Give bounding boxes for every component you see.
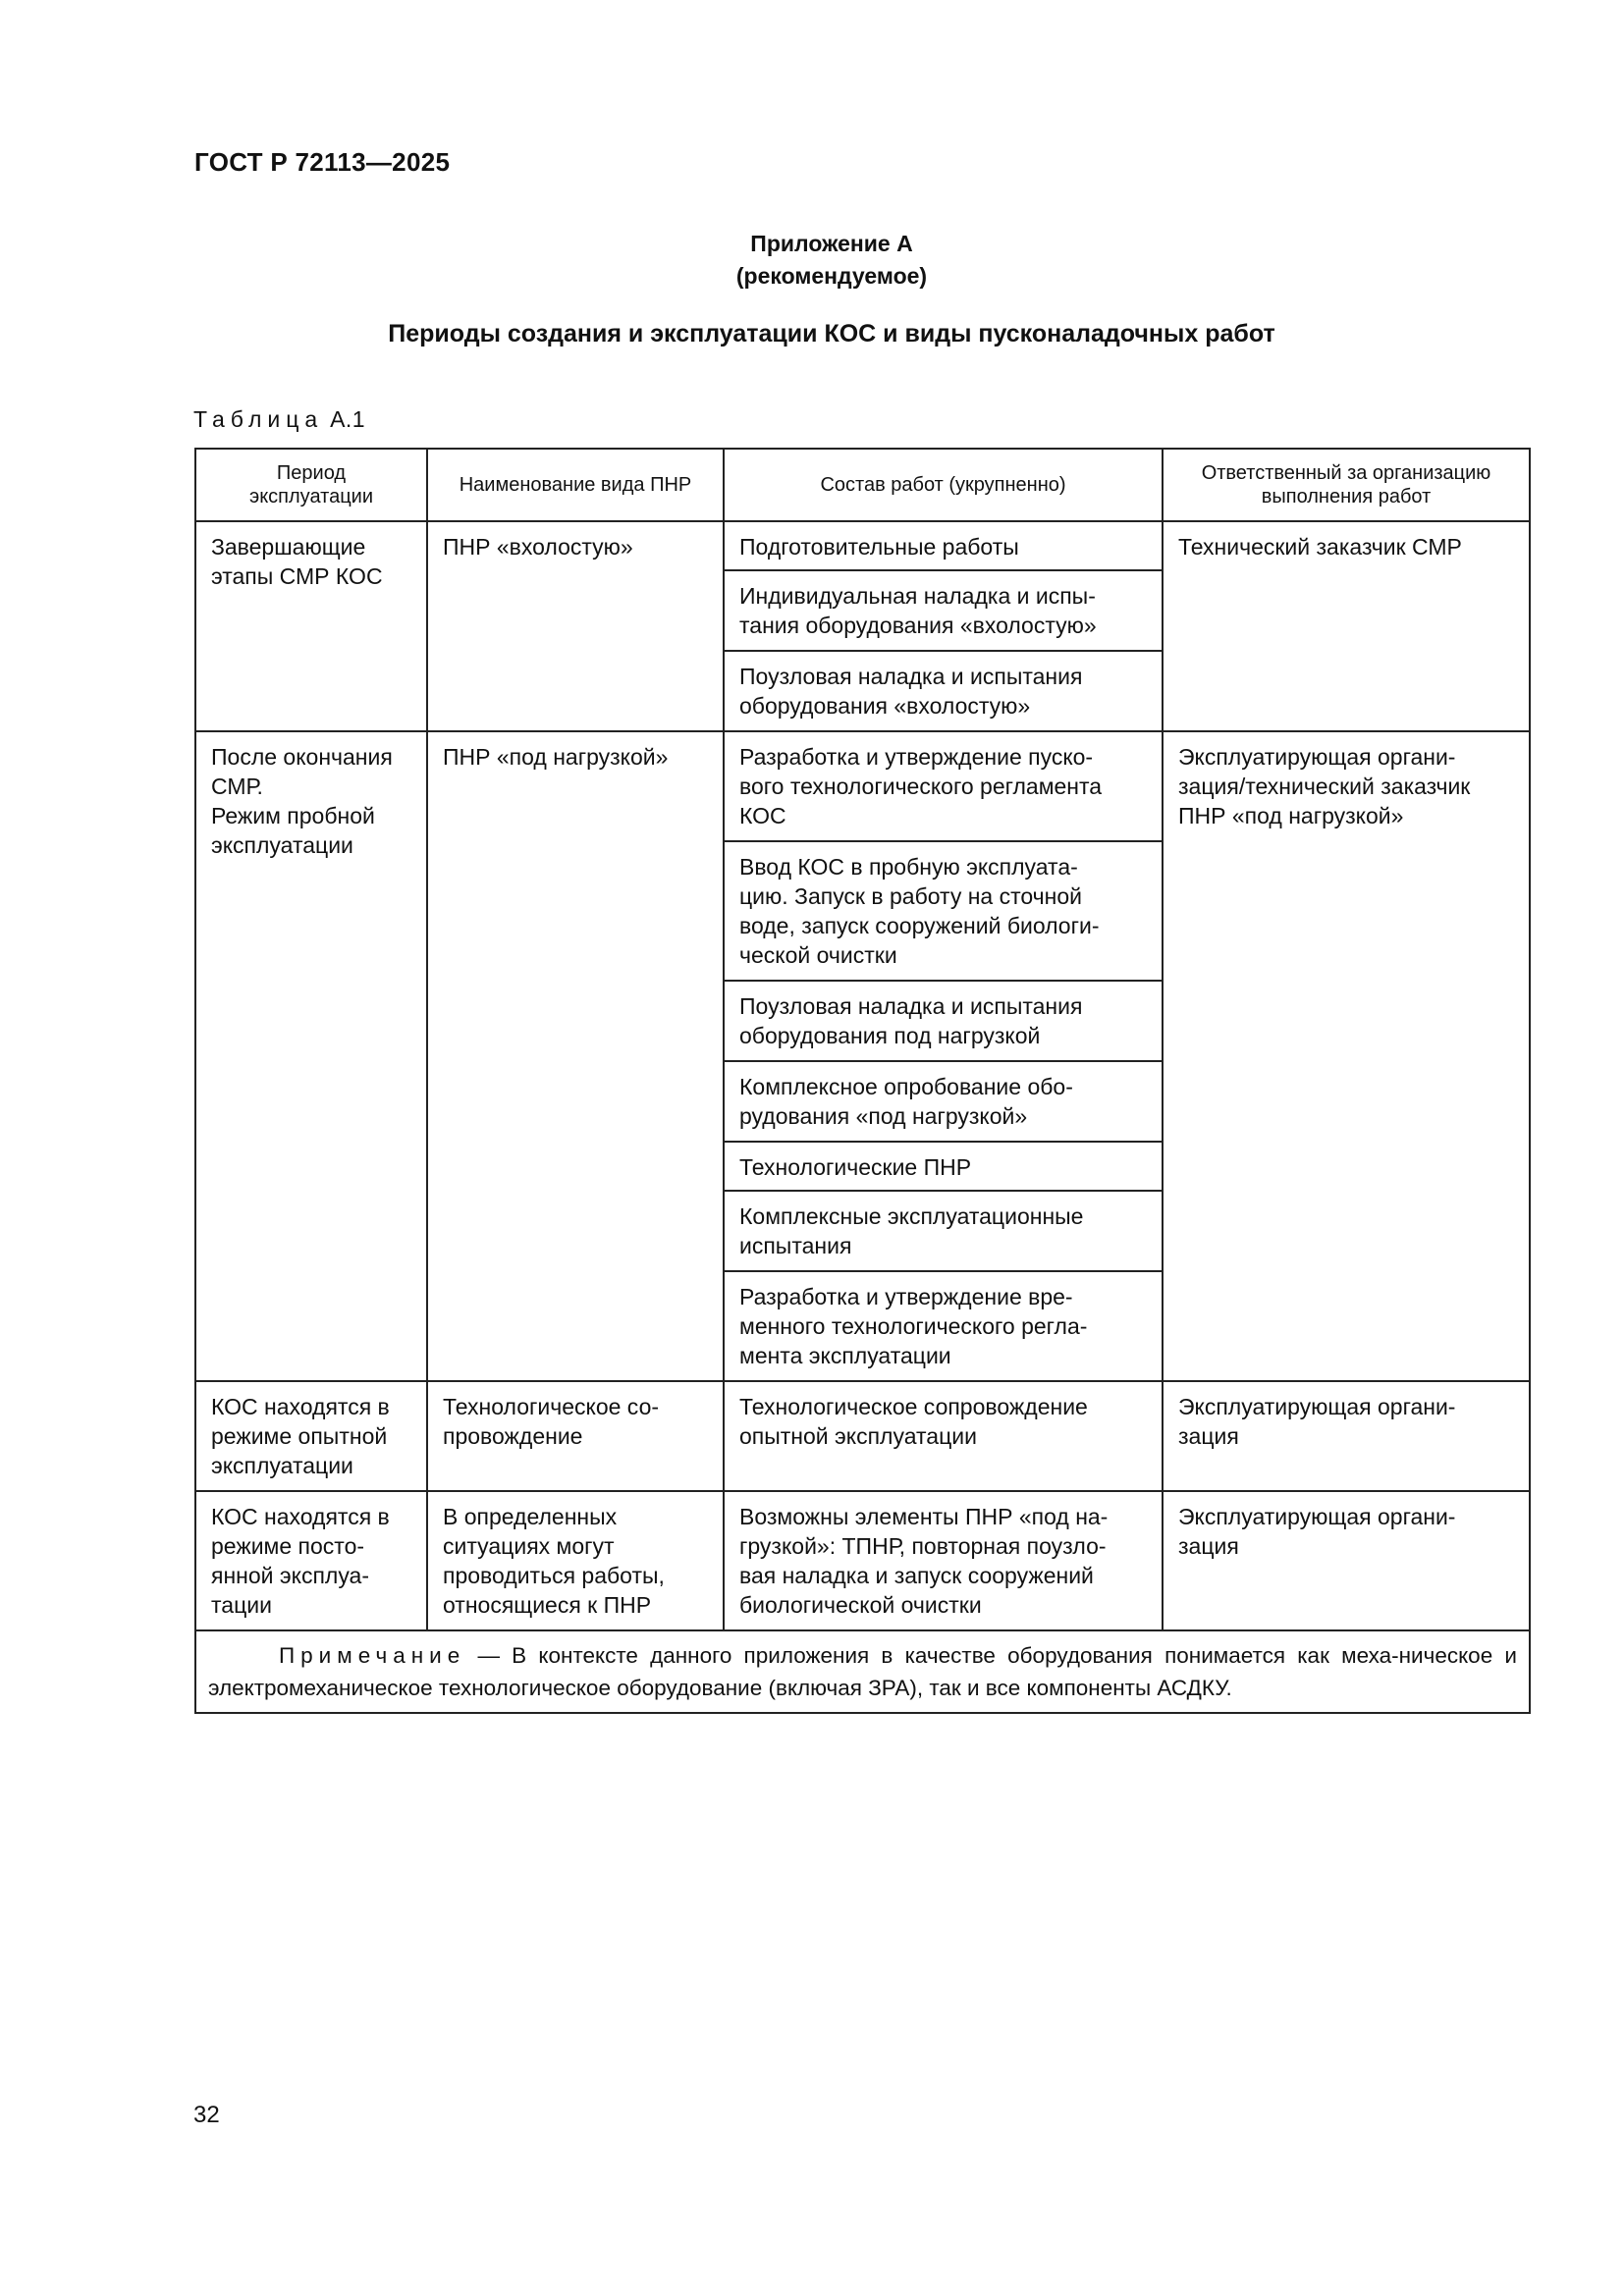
column-header-period: Период эксплуатации <box>195 449 427 521</box>
type-cell: ПНР «вхолостую» <box>427 521 724 731</box>
works-cell: Индивидуальная наладка и испы- тания оборудования «вхолостую» <box>724 570 1163 651</box>
type-cell: ПНР «под нагрузкой» <box>427 731 724 1381</box>
table-caption <box>193 406 365 433</box>
note-lead: Примечание <box>279 1643 466 1668</box>
responsible-cell: Эксплуатирующая органи- зация <box>1163 1381 1530 1491</box>
works-cell: Комплексные эксплуатационные испытания <box>724 1191 1163 1271</box>
page-number: 32 <box>193 2102 220 2128</box>
table-note <box>195 1630 1530 1713</box>
works-cell: Подготовительные работы <box>724 521 1163 570</box>
responsible-cell: Технический заказчик СМР <box>1163 521 1530 731</box>
column-header-works: Состав работ (укрупненно) <box>724 449 1163 521</box>
annex-heading <box>0 228 1624 293</box>
column-header-responsible: Ответственный за организацию выполнения работ <box>1163 449 1530 521</box>
annex-status: (рекомендуемое) <box>735 263 928 289</box>
works-cell: Возможны элементы ПНР «под на- грузкой»: ТПНР, повторная поузло- вая наладка и запуск сооружений биологической очистки <box>724 1491 1163 1630</box>
table-row <box>195 1381 1530 1491</box>
works-cell: Ввод КОС в пробную эксплуата- цию. Запуск в работу на сточной воде, запуск сооружений биологи- ческой очистки <box>724 841 1163 981</box>
table-caption-word: Таблица <box>193 406 324 432</box>
works-cell: Разработка и утверждение вре- менного технологического регла- мента эксплуатации <box>724 1271 1163 1381</box>
period-cell: КОС находятся в режиме опытной эксплуатации <box>195 1381 427 1491</box>
column-header-type: Наименование вида ПНР <box>427 449 724 521</box>
period-cell: Завершающие этапы СМР КОС <box>195 521 427 731</box>
period-cell: КОС находятся в режиме посто- янной эксплуа- тации <box>195 1491 427 1630</box>
annex-label: Приложение А <box>750 231 913 256</box>
works-cell: Поузловая наладка и испытания оборудования под нагрузкой <box>724 981 1163 1061</box>
table-caption-number: А.1 <box>330 406 366 432</box>
responsible-cell: Эксплуатирующая органи- зация <box>1163 1491 1530 1630</box>
table-row <box>195 731 1530 841</box>
document-code: ГОСТ Р 72113—2025 <box>194 147 451 177</box>
type-cell: В определенных ситуациях могут проводиться работы, относящиеся к ПНР <box>427 1491 724 1630</box>
table-header-row <box>195 449 1530 521</box>
works-cell: Комплексное опробование обо- рудования «под нагрузкой» <box>724 1061 1163 1142</box>
works-cell: Технологическое сопровождение опытной эксплуатации <box>724 1381 1163 1491</box>
works-cell: Разработка и утверждение пуско- вого технологического регламента КОС <box>724 731 1163 841</box>
table-row <box>195 1491 1530 1630</box>
period-cell: После окончания СМР. Режим пробной эксплуатации <box>195 731 427 1381</box>
table-note-row <box>195 1630 1530 1713</box>
note-text: — В контексте данного приложения в качестве оборудования понимается как меха-ническое и электромеханическое технологическое оборудование (включая ЗРА), так и все компоненты АСДКУ. <box>208 1643 1517 1700</box>
annex-title: Периоды создания и эксплуатации КОС и виды пусконаладочных работ <box>388 320 1275 347</box>
works-cell: Поузловая наладка и испытания оборудования «вхолостую» <box>724 651 1163 731</box>
table-row <box>195 521 1530 570</box>
responsible-cell: Эксплуатирующая органи- зация/технический заказчик ПНР «под нагрузкой» <box>1163 731 1530 1381</box>
works-cell: Технологические ПНР <box>724 1142 1163 1191</box>
works-table <box>194 448 1531 1714</box>
type-cell: Технологическое со- провождение <box>427 1381 724 1491</box>
